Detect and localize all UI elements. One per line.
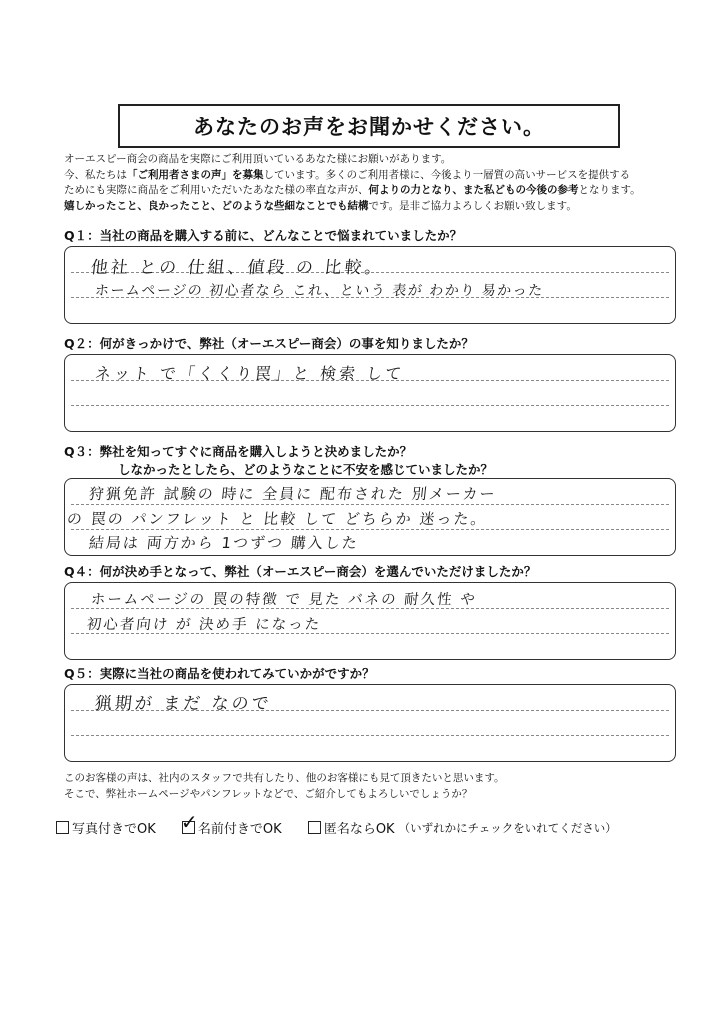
answer-2-line-1: ネット で「くくり罠」と 検索 して [93,364,406,383]
question-1: Q１：当社の商品を購入する前に、どんなことで悩まれていましたか？ [64,228,463,243]
answer-3-line-3: 結局は 両方から 1つずつ 購入した [88,534,360,552]
intro-line-1: オーエスピー商会の商品を実際にご利用頂いているあなた様にお願いがあります。 [64,153,452,165]
question-3: Q３：弊社を知ってすぐに商品を購入しようと決めましたか？ [64,444,413,459]
answer-box-3 [64,478,676,556]
answer-4-line-2: 初心者向け が 決め手 になった [86,617,323,633]
intro-line-4: 嬉しかったこと、良かったこと、どのような些細なことでも結構です。是非ご協力よろしくお願い致します。 [64,199,577,212]
answer-3-line-2: の 罠の パンフレット と 比較 して どちらか 迷った。 [66,510,489,528]
option-photo[interactable] [56,818,156,837]
answer-1-line-1: 他社 との 仕組、値段 の 比較。 [89,258,386,278]
question-4: Q４：何が決め手となって、弊社（オーエスピー商会）を選んでいただけましたか？ [64,564,537,579]
option-photo-label: 写真付きでOK [72,822,156,837]
option-name[interactable] [180,810,282,837]
question-5: Q５：実際に当社の商品を使われてみていかがですか？ [64,666,375,681]
answer-1-line-2: ホームページの 初心者なら これ、という 表が わかり 易かった [94,283,545,299]
answer-box-4 [64,582,676,660]
answer-box-2 [64,354,676,432]
answer-4-line-1: ホームページの 罠の特徴 で 見た バネの 耐久性 や [90,592,478,608]
option-anon-label: 匿名ならOK [323,822,395,837]
checkbox-name[interactable] [180,810,198,834]
answer-3-line-1: 狩猟免許 試験の 時に 全員に 配布された 別メーカー [88,485,498,503]
intro-line-3: ためにも実際に商品をご利用いただいたあなた様の率直な声が、何よりの力となり、また私どもの今後の参考となります。 [64,184,641,196]
answer-5-line-1: 猟期が まだ なので [93,694,273,714]
intro-line-2: 今、私たちは「ご利用者さまの声」を募集しています。多くのご利用者様に、今後より一層質の高いサービスを提供する [64,168,631,181]
question-3-sub: しなかったとしたら、どのようなことに不安を感じていましたか？ [118,462,494,477]
check-mark-icon: ✓ [180,810,198,834]
footer-line-1: このお客様の声は、社内のスタッフで共有したり、他のお客様にも見て頂きたいと思います。 [64,772,505,784]
option-note: （いずれかにチェックをいれてください） [398,820,617,835]
question-2: Q２：何がきっかけで、弊社（オーエスピー商会）の事を知りましたか？ [64,336,474,351]
checkbox-anon[interactable] [308,821,321,834]
answer-box-1 [64,246,676,324]
option-name-label: 名前付きでOK [197,822,282,837]
intro-text [64,152,684,214]
answer-box-5 [64,684,676,762]
consent-options [56,810,639,838]
checkbox-photo[interactable] [56,821,69,834]
page-title: あなたのお声をお聞かせください。 [118,104,620,148]
footer-text [64,770,704,802]
option-anon[interactable] [308,818,617,837]
footer-line-2: そこで、弊社ホームページやパンフレットなどで、ご紹介してもよろしいでしょうか？ [64,788,473,800]
